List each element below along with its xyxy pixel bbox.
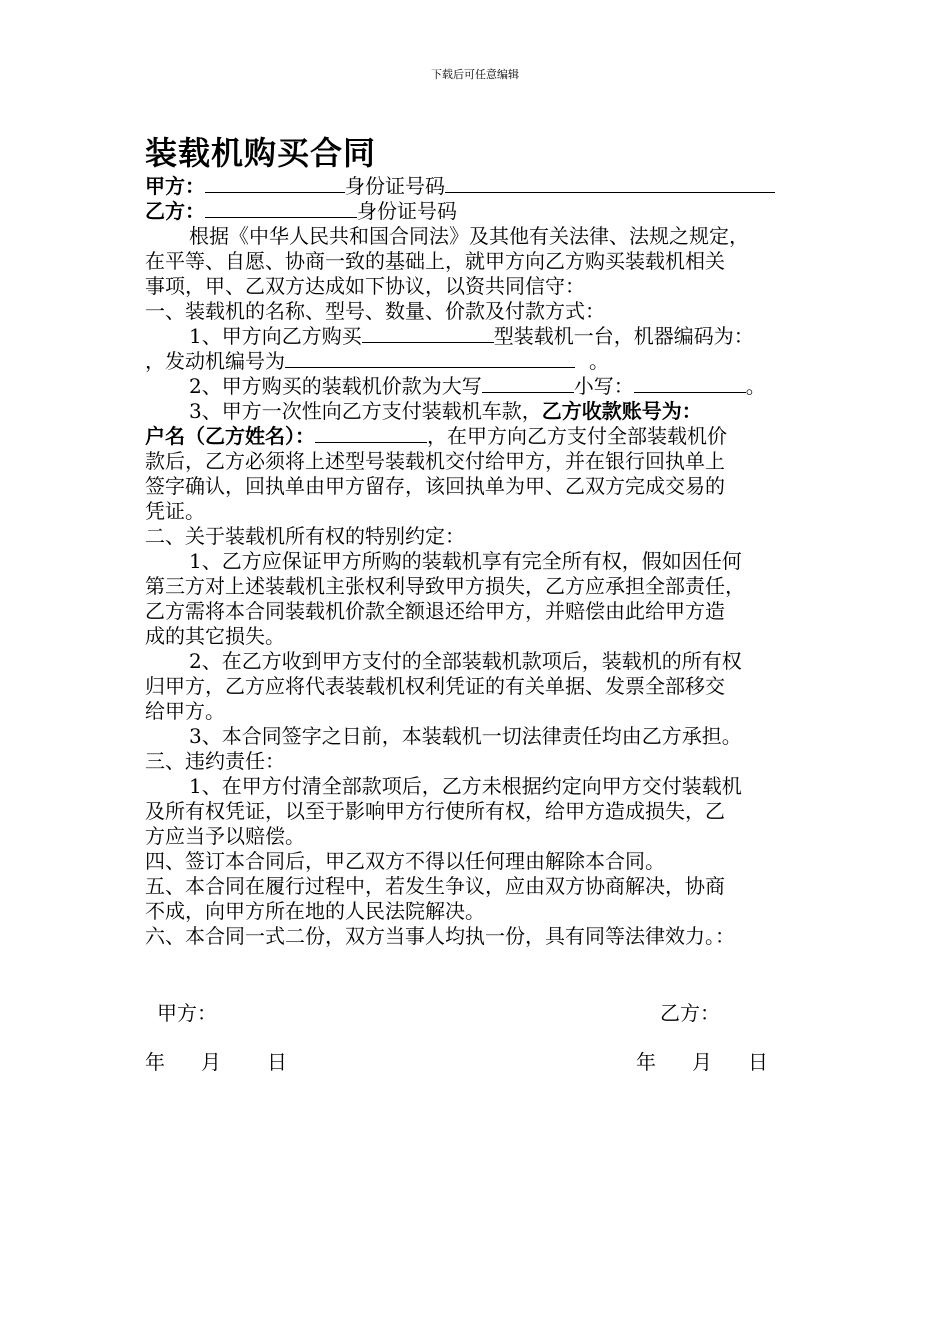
section-1-heading: 一、装载机的名称、型号、数量、价款及付款方式：: [145, 299, 605, 323]
price-lowercase-label: 小写：: [573, 374, 634, 398]
date-year: 年: [636, 1050, 656, 1074]
s2-item-3: 3、本合同签字之日前，本装载机一切法律责任均由乙方承担。: [189, 724, 742, 748]
s2-item-2: 2、在乙方收到甲方支付的全部装载机款项后，装载机的所有权: [189, 649, 742, 673]
date-day: 日: [748, 1050, 768, 1074]
s3-item-1: 1、在甲方付清全部款项后，乙方未根据约定向甲方交付装载机: [189, 774, 742, 798]
party-a-id-label: 身份证号码: [345, 174, 445, 198]
s3-item-1-cont: 及所有权凭证，以至于影响甲方行使所有权，给甲方造成损失，乙: [145, 799, 725, 823]
s1-item-3-cont: 款后，乙方必须将上述型号装载机交付给甲方，并在银行回执单上: [145, 449, 725, 473]
contract-body: [145, 174, 815, 949]
section-5: 五、本合同在履行过程中，若发生争议，应由双方协商解决，协商: [145, 874, 725, 898]
s2-item-1-cont: 第三方对上述装载机主张权利导致甲方损失，乙方应承担全部责任，: [145, 574, 745, 598]
account-number-label: 乙方收款账号为：: [541, 399, 702, 423]
party-a-id-blank: [445, 174, 775, 193]
s2-item-2-cont: 归甲方，乙方应将代表装载机权利凭证的有关单据、发票全部移交: [145, 674, 725, 698]
s2-item-1-cont: 乙方需将本合同装载机价款全额退还给甲方，并赔偿由此给甲方造: [145, 599, 725, 623]
s2-item-2-cont: 给甲方。: [145, 699, 225, 723]
date-day: 日: [267, 1050, 287, 1074]
party-a-line: [145, 174, 815, 199]
s1-item-3-text: ，在甲方向乙方支付全部装载机价: [427, 424, 727, 448]
s1-item-3-cont: 签字确认，回执单由甲方留存，该回执单为甲、乙双方完成交易的: [145, 474, 725, 498]
s1-item-1-text: 1、甲方向乙方购买: [189, 324, 362, 348]
price-lowercase-blank: [634, 374, 746, 393]
s1-item-2: [145, 374, 815, 399]
party-b-line: [145, 199, 815, 224]
period: 。: [745, 374, 766, 398]
s1-item-1-text: 型装载机一台，机器编码为：: [493, 324, 754, 348]
date-party-b: [636, 1046, 768, 1075]
party-b-name-blank: [205, 199, 357, 218]
account-name-label: 户名（乙方姓名）：: [145, 424, 315, 448]
s3-item-1-cont: 方应当予以赔偿。: [145, 824, 305, 848]
intro-line: 事项，甲、乙双方达成如下协议，以资共同信守：: [145, 274, 585, 298]
s1-item-1: [145, 324, 815, 349]
signature-party-b: 乙方：: [660, 1001, 720, 1025]
contract-title: 装载机购买合同: [145, 134, 377, 172]
s1-item-3-text: 3、甲方一次性向乙方支付装载机车款，: [189, 399, 542, 423]
party-b-label: 乙方：: [145, 199, 205, 223]
date-month: 月: [692, 1050, 712, 1074]
model-blank: [362, 324, 494, 343]
price-uppercase-label: 2、甲方购买的装载机价款为大写: [189, 374, 482, 398]
s1-item-3: [145, 399, 815, 424]
section-2-heading: 二、关于装载机所有权的特别约定：: [145, 524, 465, 548]
s1-item-3-cont: [145, 424, 815, 449]
account-name-blank: [315, 424, 427, 443]
engine-number-blank: [285, 349, 575, 368]
section-6: 六、本合同一式二份，双方当事人均执一份，具有同等法律效力。：: [145, 924, 735, 948]
section-3-heading: 三、违约责任：: [145, 749, 285, 773]
date-month: 月: [201, 1050, 221, 1074]
date-party-a: [145, 1046, 287, 1075]
signature-party-a: 甲方：: [157, 1001, 217, 1025]
period: 。: [589, 349, 609, 373]
party-b-id-label: 身份证号码: [357, 199, 457, 223]
party-a-label: 甲方：: [145, 174, 205, 198]
price-uppercase-blank: [482, 374, 574, 393]
party-a-name-blank: [205, 174, 345, 193]
section-5-cont: 不成，向甲方所在地的人民法院解决。: [145, 899, 485, 923]
date-year: 年: [145, 1050, 165, 1074]
header-note: 下载后可任意编辑: [431, 68, 519, 81]
s1-item-1-cont: [145, 349, 815, 374]
s2-item-1: 1、乙方应保证甲方所购的装载机享有完全所有权，假如因任何: [189, 549, 742, 573]
intro-line: 根据《中华人民共和国合同法》及其他有关法律、法规之规定，: [189, 224, 749, 248]
section-4: 四、签订本合同后，甲乙双方不得以任何理由解除本合同。: [145, 849, 665, 873]
engine-number-label: ，发动机编号为: [145, 349, 285, 373]
intro-line: 在平等、自愿、协商一致的基础上，就甲方向乙方购买装载机相关: [145, 249, 725, 273]
s1-item-3-cont: 凭证。: [145, 499, 205, 523]
s2-item-1-cont: 成的其它损失。: [145, 624, 285, 648]
